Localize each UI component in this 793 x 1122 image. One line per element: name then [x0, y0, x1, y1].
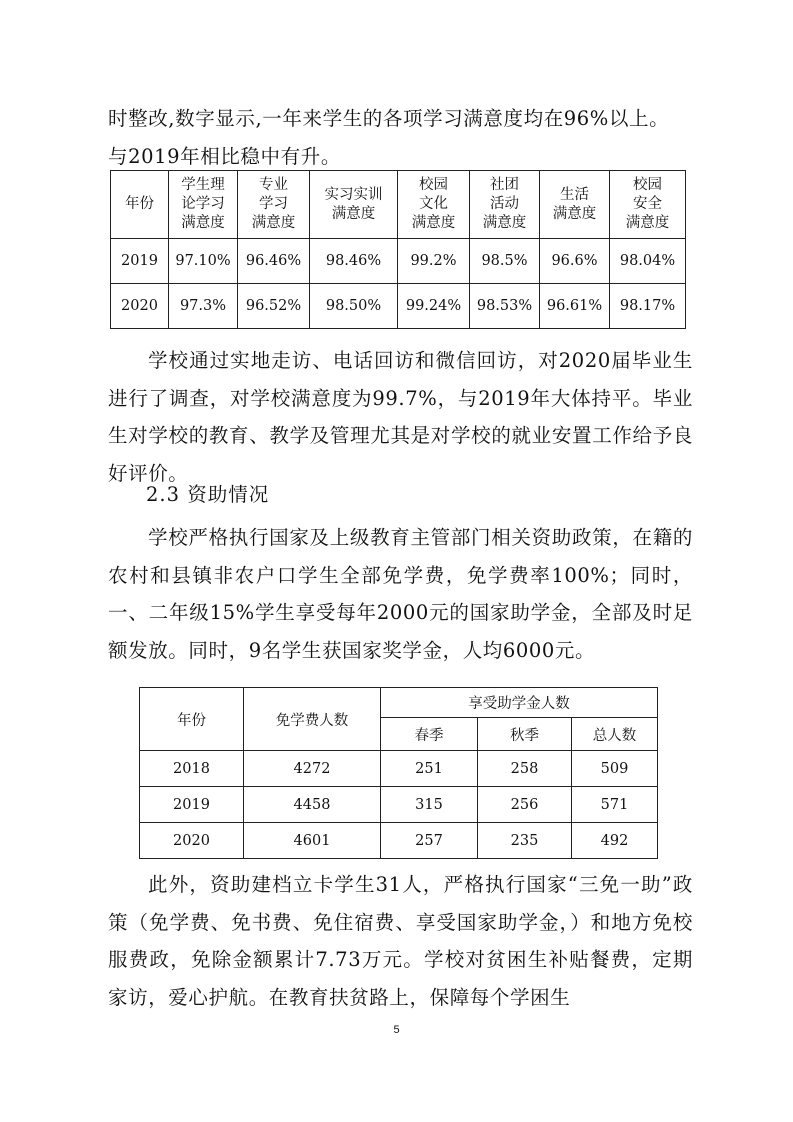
table-cell: 257: [381, 823, 478, 859]
table-cell: 96.46%: [238, 239, 310, 284]
header-year: 年份: [111, 171, 169, 239]
header-campus-safety: 校园 安全 满意度: [610, 171, 686, 239]
table-cell: 251: [381, 751, 478, 787]
table-cell: 2019: [140, 787, 244, 823]
table-row: [140, 787, 658, 823]
table-cell: 256: [478, 787, 572, 823]
header-autumn: 秋季: [478, 718, 572, 751]
table-cell: 98.46%: [310, 239, 398, 284]
header-spring: 春季: [381, 718, 478, 751]
table-row: [140, 823, 658, 859]
section-heading: 2.3 资助情况: [146, 483, 270, 506]
table-cell: 99.2%: [398, 239, 470, 284]
header-theory-study: 学生理 论学习 满意度: [169, 171, 238, 239]
intro-paragraph: [108, 100, 693, 175]
table-cell: 97.3%: [169, 284, 238, 329]
table-cell: 96.6%: [540, 239, 610, 284]
table-cell: 492: [572, 823, 658, 859]
table-cell: 99.24%: [398, 284, 470, 329]
header-club-activity: 社团 活动 满意度: [470, 171, 540, 239]
table-cell: 96.61%: [540, 284, 610, 329]
page-number: 5: [393, 1024, 400, 1036]
header-internship: 实习实训 满意度: [310, 171, 398, 239]
header-living: 生活 满意度: [540, 171, 610, 239]
table-cell: 4601: [244, 823, 381, 859]
header-tuition-free: 免学费人数: [244, 688, 381, 751]
header-campus-culture: 校园 文化 满意度: [398, 171, 470, 239]
table-cell: 4272: [244, 751, 381, 787]
table-cell: 2019: [111, 239, 169, 284]
aid-header-row: [140, 688, 658, 718]
satisfaction-header-row: [111, 171, 686, 239]
table-cell: 2020: [111, 284, 169, 329]
table-cell: 96.52%: [238, 284, 310, 329]
intro-line-2: 与2019年相比稳中有升。: [108, 144, 341, 168]
table-cell: 2020: [140, 823, 244, 859]
table-cell: 258: [478, 751, 572, 787]
table-cell: 315: [381, 787, 478, 823]
table-cell: 2018: [140, 751, 244, 787]
table-cell: 4458: [244, 787, 381, 823]
intro-line-1: 时整改,数字显示,一年来学生的各项学习满意度均在96%以上。: [108, 107, 670, 130]
header-major-study: 专业 学习 满意度: [238, 171, 310, 239]
table-cell: 235: [478, 823, 572, 859]
table-cell: 571: [572, 787, 658, 823]
table-cell: 98.50%: [310, 284, 398, 329]
aid-policy-paragraph: 学校严格执行国家及上级教育主管部门相关资助政策，在籍的农村和县镇非农户口学生全部免学费，免学费率100%；同时，一、二年级15%学生享受每年2000元的国家助学金，全部及时足额发放。同时，9名学生获国家奖学金，人均6000元。: [108, 526, 693, 662]
header-total: 总人数: [572, 718, 658, 751]
survey-paragraph: 学校通过实地走访、电话回访和微信回访，对2020届毕业生进行了调查，对学校满意度为99.7%，与2019年大体持平。毕业生对学校的教育、教学及管理尤其是对学校的就业安置工作给予良好评价。: [108, 349, 693, 485]
satisfaction-table: [110, 170, 686, 329]
header-year: 年份: [140, 688, 244, 751]
table-row: [111, 284, 686, 329]
table-cell: 98.5%: [470, 239, 540, 284]
table-cell: 97.10%: [169, 239, 238, 284]
table-cell: 509: [572, 751, 658, 787]
financial-aid-table: [139, 687, 658, 859]
table-row: [111, 239, 686, 284]
table-cell: 98.53%: [470, 284, 540, 329]
table-cell: 98.04%: [610, 239, 686, 284]
table-cell: 98.17%: [610, 284, 686, 329]
table-row: [140, 751, 658, 787]
header-grant-recipients: 享受助学金人数: [381, 688, 658, 718]
poverty-aid-paragraph: 此外，资助建档立卡学生31人，严格执行国家“三免一助”政策（免学费、免书费、免住宿费、享受国家助学金，）和地方免校服费政，免除金额累计7.73万元。学校对贫困生补贴餐费，定期家访，爱心护航。在教育扶贫路上，保障每个学困生: [108, 873, 693, 1009]
